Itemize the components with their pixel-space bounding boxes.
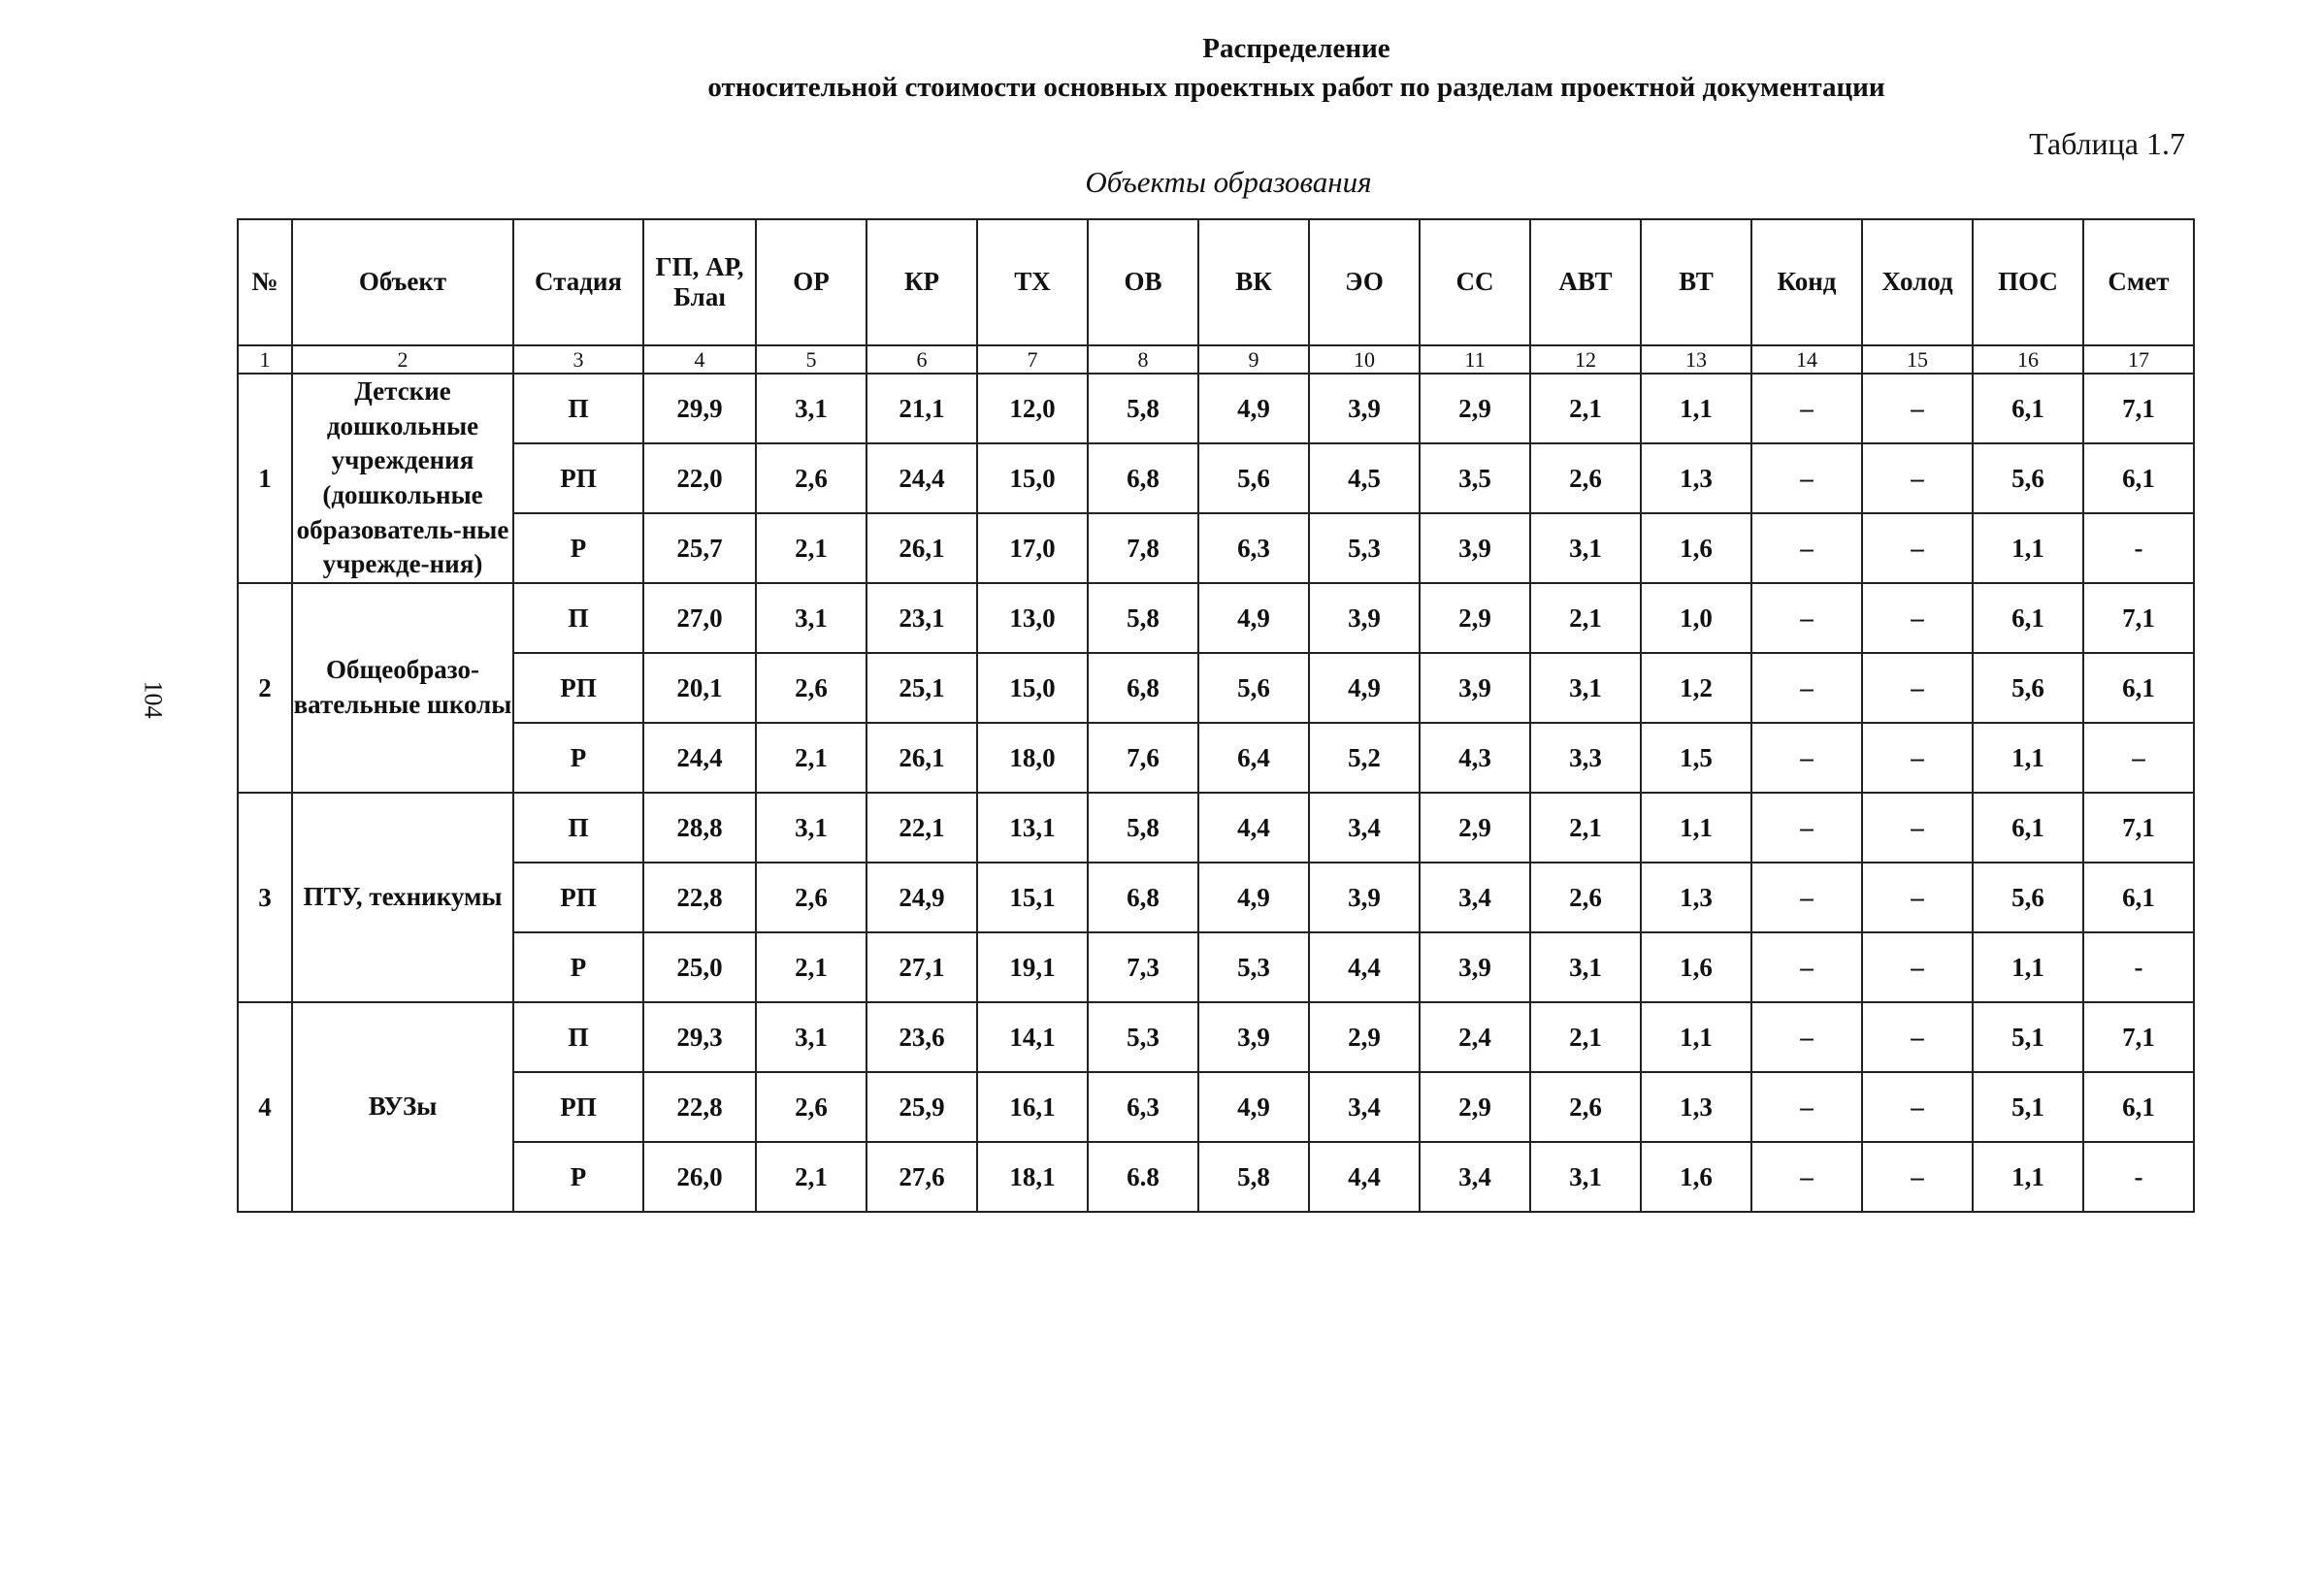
- column-number: 14: [1751, 345, 1862, 374]
- value-cell: 1,1: [1641, 793, 1751, 863]
- value-cell: 5,8: [1088, 793, 1198, 863]
- value-cell: 2,1: [756, 513, 866, 583]
- value-cell: –: [1862, 1002, 1973, 1072]
- column-number: 3: [513, 345, 643, 374]
- value-cell: 5,8: [1088, 374, 1198, 443]
- value-cell: 2,9: [1309, 1002, 1420, 1072]
- stage-cell: РП: [513, 653, 643, 723]
- table-row: [238, 583, 2194, 653]
- value-cell: 4,9: [1198, 1072, 1309, 1142]
- value-cell: 1,6: [1641, 1142, 1751, 1212]
- value-cell: 6,1: [2083, 443, 2194, 513]
- header-cell: ВТ: [1641, 219, 1751, 345]
- stage-cell: Р: [513, 513, 643, 583]
- value-cell: 5,6: [1973, 863, 2083, 932]
- header-cell: АВТ: [1530, 219, 1641, 345]
- value-cell: -: [2083, 1142, 2194, 1212]
- column-number: 4: [643, 345, 756, 374]
- page-number: 104: [139, 680, 168, 719]
- value-cell: 25,7: [643, 513, 756, 583]
- header-cell: Холод: [1862, 219, 1973, 345]
- header-cell: ОР: [756, 219, 866, 345]
- value-cell: 1,6: [1641, 513, 1751, 583]
- value-cell: –: [1862, 653, 1973, 723]
- value-cell: 5,8: [1198, 1142, 1309, 1212]
- value-cell: 18,0: [977, 723, 1088, 793]
- header-cell: ОВ: [1088, 219, 1198, 345]
- value-cell: 4,5: [1309, 443, 1420, 513]
- value-cell: 27,1: [866, 932, 977, 1002]
- value-cell: 6,1: [2083, 863, 2194, 932]
- value-cell: 3,9: [1420, 932, 1530, 1002]
- value-cell: 2,9: [1420, 374, 1530, 443]
- object-name: Детские дошкольные учреждения (дошкольные образователь-ные учрежде-ния): [292, 374, 513, 583]
- value-cell: 3,9: [1198, 1002, 1309, 1072]
- value-cell: 2,1: [1530, 374, 1641, 443]
- value-cell: 5,6: [1973, 443, 2083, 513]
- header-cell: ПОС: [1973, 219, 2083, 345]
- column-number: 5: [756, 345, 866, 374]
- stage-cell: Р: [513, 723, 643, 793]
- stage-cell: РП: [513, 863, 643, 932]
- value-cell: 22,1: [866, 793, 977, 863]
- value-cell: 14,1: [977, 1002, 1088, 1072]
- value-cell: 3,1: [1530, 513, 1641, 583]
- table-number: Таблица 1.7: [2029, 126, 2185, 161]
- value-cell: –: [1751, 932, 1862, 1002]
- value-cell: 2,1: [756, 1142, 866, 1212]
- stage-cell: Р: [513, 932, 643, 1002]
- value-cell: 23,6: [866, 1002, 977, 1072]
- value-cell: 1,3: [1641, 443, 1751, 513]
- column-number: 10: [1309, 345, 1420, 374]
- value-cell: 6,3: [1088, 1072, 1198, 1142]
- value-cell: –: [1751, 723, 1862, 793]
- value-cell: 27,6: [866, 1142, 977, 1212]
- stage-cell: П: [513, 793, 643, 863]
- value-cell: –: [1751, 583, 1862, 653]
- value-cell: –: [1751, 1002, 1862, 1072]
- value-cell: 1,1: [1973, 723, 2083, 793]
- value-cell: 6,3: [1198, 513, 1309, 583]
- value-cell: 7,8: [1088, 513, 1198, 583]
- value-cell: 20,1: [643, 653, 756, 723]
- table-row: [238, 932, 2194, 1002]
- value-cell: 15,0: [977, 443, 1088, 513]
- table-row: [238, 793, 2194, 863]
- value-cell: 7,6: [1088, 723, 1198, 793]
- row-index: 2: [238, 583, 292, 793]
- column-number: 12: [1530, 345, 1641, 374]
- value-cell: 15,1: [977, 863, 1088, 932]
- column-number-row: [238, 345, 2194, 374]
- value-cell: 5,2: [1309, 723, 1420, 793]
- table-caption: Объекты образования: [1085, 165, 1372, 199]
- value-cell: 5,6: [1973, 653, 2083, 723]
- table-row: [238, 1072, 2194, 1142]
- value-cell: 22,8: [643, 863, 756, 932]
- value-cell: 15,0: [977, 653, 1088, 723]
- value-cell: 7,1: [2083, 583, 2194, 653]
- value-cell: 29,9: [643, 374, 756, 443]
- value-cell: 2,1: [1530, 583, 1641, 653]
- value-cell: –: [1862, 793, 1973, 863]
- value-cell: 2,9: [1420, 583, 1530, 653]
- value-cell: 4,3: [1420, 723, 1530, 793]
- value-cell: 6,1: [2083, 653, 2194, 723]
- value-cell: 5,6: [1198, 443, 1309, 513]
- value-cell: 2,9: [1420, 1072, 1530, 1142]
- value-cell: 6,8: [1088, 653, 1198, 723]
- value-cell: 3,1: [1530, 653, 1641, 723]
- value-cell: 3,4: [1420, 1142, 1530, 1212]
- stage-cell: П: [513, 374, 643, 443]
- value-cell: 2,4: [1420, 1002, 1530, 1072]
- column-number: 17: [2083, 345, 2194, 374]
- value-cell: 3,1: [1530, 932, 1641, 1002]
- header-cell: ВК: [1198, 219, 1309, 345]
- value-cell: –: [1751, 443, 1862, 513]
- value-cell: 4,4: [1198, 793, 1309, 863]
- value-cell: –: [1751, 653, 1862, 723]
- value-cell: 1,1: [1641, 1002, 1751, 1072]
- value-cell: 5,1: [1973, 1072, 2083, 1142]
- value-cell: 3,9: [1420, 513, 1530, 583]
- document-subtitle-line: относительной стоимости основных проектных работ по разделам проектной документации: [707, 72, 1885, 103]
- table-row: [238, 513, 2194, 583]
- value-cell: 6.8: [1088, 1142, 1198, 1212]
- value-cell: 26,1: [866, 513, 977, 583]
- value-cell: 3,1: [756, 793, 866, 863]
- value-cell: 2,6: [1530, 863, 1641, 932]
- value-cell: 13,0: [977, 583, 1088, 653]
- value-cell: 2,6: [756, 653, 866, 723]
- value-cell: 5,3: [1198, 932, 1309, 1002]
- value-cell: 27,0: [643, 583, 756, 653]
- value-cell: –: [1862, 374, 1973, 443]
- value-cell: 3,4: [1309, 793, 1420, 863]
- value-cell: 18,1: [977, 1142, 1088, 1212]
- document-title: Распределение: [1202, 33, 1390, 64]
- value-cell: 24,4: [643, 723, 756, 793]
- value-cell: 2,6: [1530, 1072, 1641, 1142]
- value-cell: 12,0: [977, 374, 1088, 443]
- table-row: [238, 863, 2194, 932]
- table-row: [238, 443, 2194, 513]
- header-cell: ЭО: [1309, 219, 1420, 345]
- header-cell: КР: [866, 219, 977, 345]
- value-cell: 21,1: [866, 374, 977, 443]
- table-row: [238, 374, 2194, 443]
- table-row: [238, 1142, 2194, 1212]
- value-cell: 26,0: [643, 1142, 756, 1212]
- value-cell: 24,9: [866, 863, 977, 932]
- value-cell: 3,1: [1530, 1142, 1641, 1212]
- value-cell: 3,1: [756, 583, 866, 653]
- value-cell: 22,0: [643, 443, 756, 513]
- value-cell: –: [1751, 793, 1862, 863]
- value-cell: 6,1: [2083, 1072, 2194, 1142]
- header-cell: СС: [1420, 219, 1530, 345]
- value-cell: 6,8: [1088, 443, 1198, 513]
- value-cell: 19,1: [977, 932, 1088, 1002]
- value-cell: 29,3: [643, 1002, 756, 1072]
- value-cell: –: [1862, 932, 1973, 1002]
- value-cell: 5,3: [1088, 1002, 1198, 1072]
- value-cell: 3,1: [756, 1002, 866, 1072]
- header-cell: ТХ: [977, 219, 1088, 345]
- value-cell: 3,9: [1309, 583, 1420, 653]
- value-cell: 2,6: [756, 863, 866, 932]
- cost-distribution-table: [237, 218, 2195, 1213]
- table-row: [238, 1002, 2194, 1072]
- value-cell: 4,9: [1198, 583, 1309, 653]
- value-cell: 2,1: [756, 932, 866, 1002]
- column-number: 7: [977, 345, 1088, 374]
- header-row: [238, 219, 2194, 345]
- object-name: ВУЗы: [292, 1002, 513, 1212]
- table-row: [238, 653, 2194, 723]
- value-cell: –: [1862, 443, 1973, 513]
- stage-cell: РП: [513, 1072, 643, 1142]
- stage-cell: Р: [513, 1142, 643, 1212]
- value-cell: 7,1: [2083, 374, 2194, 443]
- value-cell: 25,9: [866, 1072, 977, 1142]
- value-cell: 4,4: [1309, 932, 1420, 1002]
- value-cell: 3,1: [756, 374, 866, 443]
- table-body: [238, 374, 2194, 1212]
- value-cell: 1,1: [1973, 513, 2083, 583]
- stage-cell: РП: [513, 443, 643, 513]
- column-number: 1: [238, 345, 292, 374]
- value-cell: –: [1862, 1142, 1973, 1212]
- column-number: 2: [292, 345, 513, 374]
- value-cell: 6,4: [1198, 723, 1309, 793]
- row-index: 3: [238, 793, 292, 1002]
- value-cell: 5,1: [1973, 1002, 2083, 1072]
- value-cell: 1,5: [1641, 723, 1751, 793]
- stage-cell: П: [513, 1002, 643, 1072]
- value-cell: 3,4: [1420, 863, 1530, 932]
- value-cell: –: [1862, 1072, 1973, 1142]
- value-cell: 2,6: [1530, 443, 1641, 513]
- header-cell: Стадия: [513, 219, 643, 345]
- value-cell: –: [1862, 583, 1973, 653]
- value-cell: 3,9: [1309, 374, 1420, 443]
- value-cell: 1,0: [1641, 583, 1751, 653]
- value-cell: –: [1751, 374, 1862, 443]
- value-cell: –: [1751, 513, 1862, 583]
- value-cell: 7,1: [2083, 793, 2194, 863]
- value-cell: 5,6: [1198, 653, 1309, 723]
- value-cell: 1,3: [1641, 863, 1751, 932]
- value-cell: 6,1: [1973, 583, 2083, 653]
- value-cell: –: [1751, 863, 1862, 932]
- value-cell: 7,1: [2083, 1002, 2194, 1072]
- value-cell: 4,9: [1309, 653, 1420, 723]
- value-cell: 2,1: [1530, 1002, 1641, 1072]
- column-number: 15: [1862, 345, 1973, 374]
- value-cell: 24,4: [866, 443, 977, 513]
- value-cell: 6,1: [1973, 793, 2083, 863]
- row-index: 1: [238, 374, 292, 583]
- value-cell: 4,9: [1198, 374, 1309, 443]
- value-cell: 16,1: [977, 1072, 1088, 1142]
- value-cell: 23,1: [866, 583, 977, 653]
- value-cell: 2,1: [1530, 793, 1641, 863]
- value-cell: –: [1751, 1142, 1862, 1212]
- column-number: 13: [1641, 345, 1751, 374]
- value-cell: 2,1: [756, 723, 866, 793]
- value-cell: 2,9: [1420, 793, 1530, 863]
- object-name: ПТУ, техникумы: [292, 793, 513, 1002]
- value-cell: 1,1: [1973, 1142, 2083, 1212]
- value-cell: 2,6: [756, 443, 866, 513]
- header-cell: Смет: [2083, 219, 2194, 345]
- value-cell: 17,0: [977, 513, 1088, 583]
- value-cell: 3,3: [1530, 723, 1641, 793]
- header-cell: Объект: [292, 219, 513, 345]
- value-cell: –: [1751, 1072, 1862, 1142]
- value-cell: 25,0: [643, 932, 756, 1002]
- value-cell: 2,6: [756, 1072, 866, 1142]
- table-row: [238, 723, 2194, 793]
- value-cell: 4,4: [1309, 1142, 1420, 1212]
- value-cell: 3,4: [1309, 1072, 1420, 1142]
- value-cell: 22,8: [643, 1072, 756, 1142]
- value-cell: 5,3: [1309, 513, 1420, 583]
- value-cell: 1,1: [1641, 374, 1751, 443]
- value-cell: 13,1: [977, 793, 1088, 863]
- value-cell: –: [2083, 723, 2194, 793]
- header-cell: №: [238, 219, 292, 345]
- value-cell: 1,2: [1641, 653, 1751, 723]
- value-cell: 6,1: [1973, 374, 2083, 443]
- value-cell: 7,3: [1088, 932, 1198, 1002]
- value-cell: 4,9: [1198, 863, 1309, 932]
- object-name: Общеобразо-вательные школы: [292, 583, 513, 793]
- column-number: 8: [1088, 345, 1198, 374]
- value-cell: 25,1: [866, 653, 977, 723]
- column-number: 11: [1420, 345, 1530, 374]
- header-cell: ГП, АР, Блаı: [643, 219, 756, 345]
- value-cell: –: [1862, 513, 1973, 583]
- value-cell: 1,1: [1973, 932, 2083, 1002]
- value-cell: 3,5: [1420, 443, 1530, 513]
- value-cell: 1,3: [1641, 1072, 1751, 1142]
- value-cell: 26,1: [866, 723, 977, 793]
- row-index: 4: [238, 1002, 292, 1212]
- value-cell: 1,6: [1641, 932, 1751, 1002]
- column-number: 16: [1973, 345, 2083, 374]
- value-cell: -: [2083, 513, 2194, 583]
- stage-cell: П: [513, 583, 643, 653]
- header-cell: Конд: [1751, 219, 1862, 345]
- value-cell: 28,8: [643, 793, 756, 863]
- column-number: 9: [1198, 345, 1309, 374]
- value-cell: –: [1862, 723, 1973, 793]
- value-cell: 5,8: [1088, 583, 1198, 653]
- value-cell: 3,9: [1309, 863, 1420, 932]
- value-cell: –: [1862, 863, 1973, 932]
- column-number: 6: [866, 345, 977, 374]
- value-cell: -: [2083, 932, 2194, 1002]
- value-cell: 3,9: [1420, 653, 1530, 723]
- value-cell: 6,8: [1088, 863, 1198, 932]
